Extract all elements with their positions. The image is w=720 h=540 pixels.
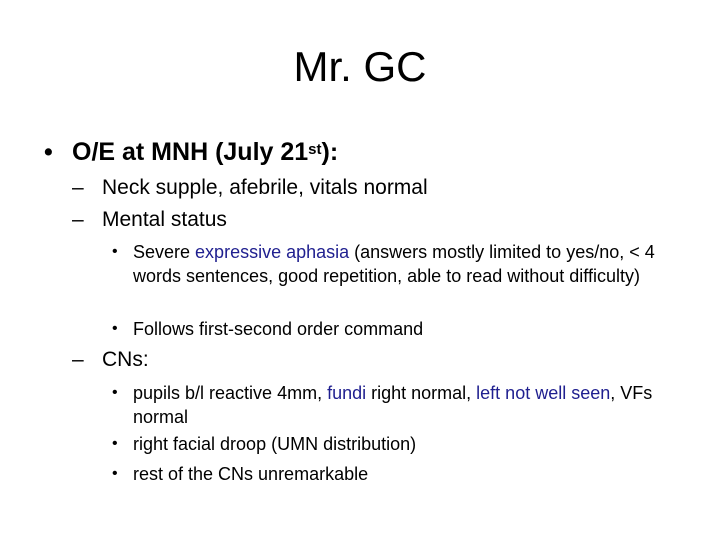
commands-text: Follows first-second order command	[133, 319, 424, 339]
neck-text: Neck supple, afebrile, vitals normal	[102, 176, 428, 199]
rest-cns-text: rest of the CNs unremarkable	[133, 464, 369, 484]
bullet-dot: •	[112, 435, 118, 452]
dash-bullet: –	[72, 176, 84, 199]
fundi-highlight: fundi	[327, 383, 367, 403]
bullet-dot: •	[112, 320, 118, 337]
cns-text: CNs:	[102, 348, 149, 371]
bullet-dot: •	[44, 138, 53, 166]
left-eye-highlight: left not well seen	[476, 383, 611, 403]
oe-text-before: O/E at MNH (July 21	[72, 138, 309, 166]
bullet-dot: •	[112, 243, 118, 260]
aphasia-pre: Severe	[133, 242, 196, 262]
oe-superscript: st	[308, 141, 322, 158]
dash-bullet: –	[72, 208, 84, 231]
oe-text-after: ):	[321, 138, 339, 166]
aphasia-text	[133, 240, 673, 288]
slide-title: Mr. GC	[293, 43, 427, 90]
pupils-text	[133, 381, 673, 429]
pupils-p1: pupils b/l reactive 4mm,	[133, 383, 328, 403]
aphasia-highlight: expressive aphasia	[195, 242, 350, 262]
mental-status-text: Mental status	[102, 208, 227, 231]
bullet-dot: •	[112, 384, 118, 401]
pupils-p2: right normal,	[366, 383, 477, 403]
facial-droop-text: right facial droop (UMN distribution)	[133, 434, 417, 454]
aphasia-post: (answers mostly limited to yes/no, < 4 words sentences, good repetition, able to read without difficulty)	[133, 242, 655, 286]
oe-text	[72, 136, 338, 168]
pupils-p3: , VFs normal	[133, 383, 653, 427]
bullet-dot: •	[112, 465, 118, 482]
dash-bullet: –	[72, 348, 84, 371]
